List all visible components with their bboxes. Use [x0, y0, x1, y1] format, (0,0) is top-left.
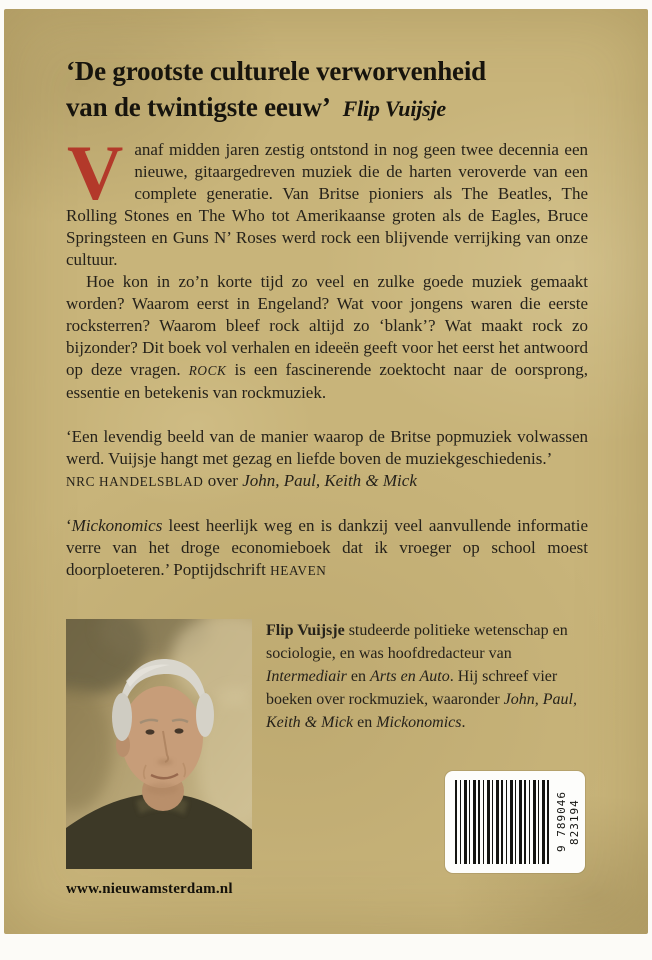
- author-portrait-image: [66, 619, 252, 869]
- review-quote-1: ‘Een levendig beeld van de manier waarop de Britse popmuziek volwassen werd. Vuijsje hangt met gezag en liefde boven de muziekgeschiedenis.’: [66, 427, 588, 468]
- publisher-website: www.nieuwamsterdam.nl: [66, 881, 233, 897]
- author-photo: [66, 619, 252, 869]
- barcode: [445, 771, 585, 873]
- headline-line2: van de twintigste eeuw’: [66, 92, 331, 122]
- headline-line1: ‘De grootste culturele verworvenheid: [66, 56, 486, 86]
- cover-background: [4, 9, 648, 934]
- body-text-block: [66, 129, 589, 582]
- paragraph-1-text: anaf midden jaren zestig ontstond in nog geen twee decennia een nieuwe, gitaargedreven muziek die de harten veroverde van een complete generatie. Van Britse pioniers als The Beatles, The Rolling Stones en The Who tot Amerikaanse groten als de Eagles, Bruce Springsteen en Guns N’ Roses werd rock een blijvende verrijking van onze cultuur.: [66, 140, 588, 269]
- paragraph-2: Hoe kon in zo’n korte tijd zo veel en zulke goede muziek gemaakt worden? Waarom eerst in Engeland? Wat voor jongens waren die eerste rocksterren? Waarom bleef rock altijd zo ‘blank’? Wat maakt rock zo bijzonder? Dit boek vol verhalen en ideeën geeft voor het eerst het antwoord op deze vragen. ROCK is een fascinerende zoektocht naar de oorsprong, essentie en betekenis van rockmuziek.: [66, 272, 589, 402]
- headline-quote: [66, 53, 590, 127]
- paragraph-1: [66, 129, 588, 271]
- review-quote-1-source: NRC HANDELSBLAD over John, Paul, Keith & Mick: [66, 471, 417, 490]
- headline-attribution: Flip Vuijsje: [342, 96, 446, 121]
- author-bio: Flip Vuijsje studeerde politieke wetenschap en sociologie, en was hoofdredacteur van Intermediair en Arts en Auto. Hij schreef vier boeken over rockmuziek, waaronder John, Paul, Keith & Mick en Mickonomics.: [266, 622, 577, 731]
- dropcap-v: V: [67, 129, 124, 216]
- barcode-number: 9 789046 823194: [555, 791, 581, 853]
- review-quote-2: ‘Mickonomics leest heerlijk weg en is dankzij veel aanvullende informatie verre van het droge economieboek dat ik vroeger op school moest doorploeteren.’ Poptijdschrift HEAVEN: [66, 516, 588, 579]
- barcode-bars: [455, 780, 549, 864]
